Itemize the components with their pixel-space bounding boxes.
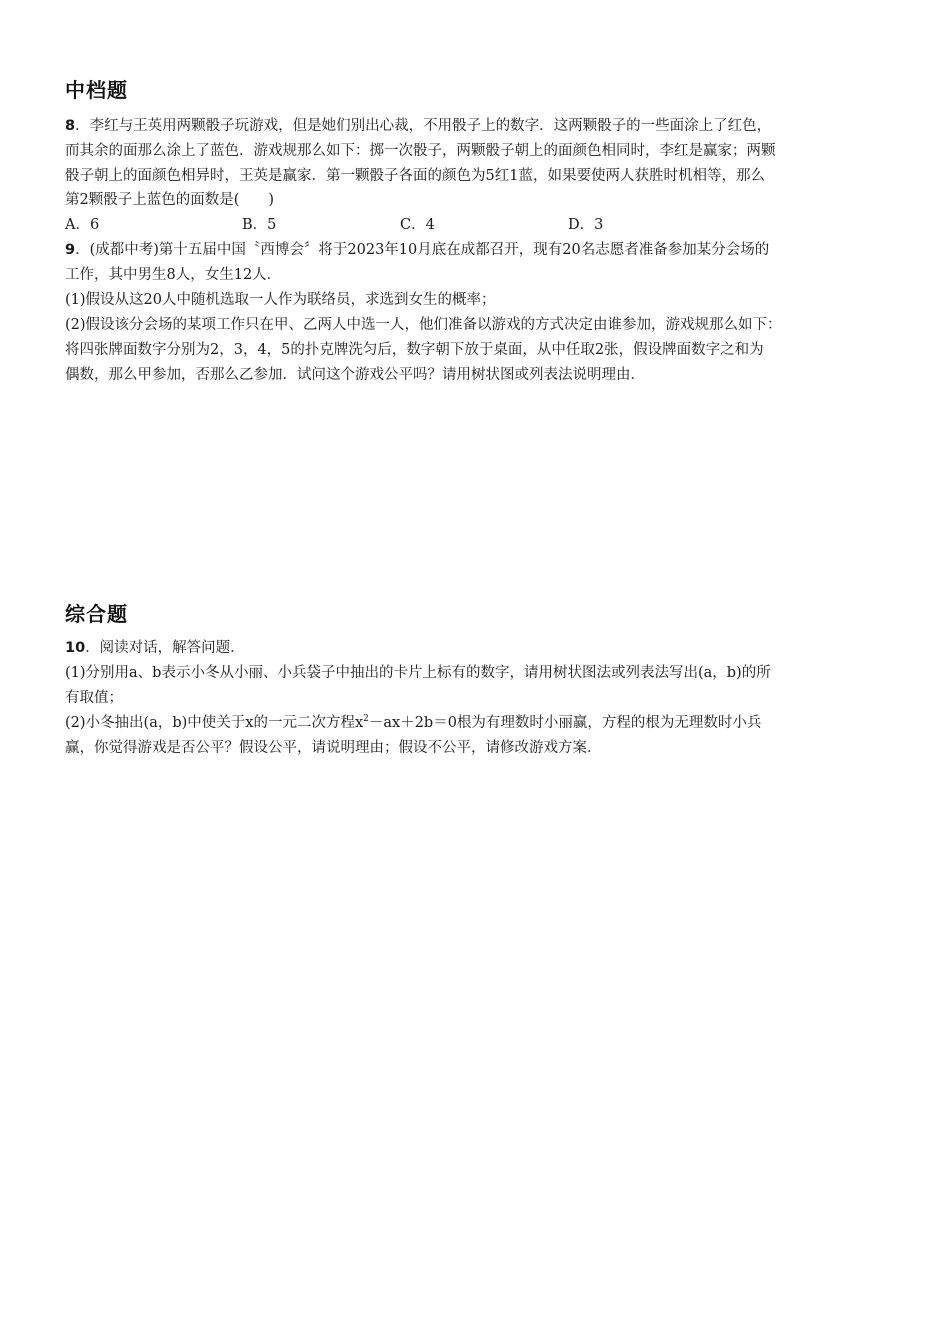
q10-part-1-line-1: (1)分别用a、b表示小冬从小丽、小兵袋子中抽出的卡片上标有的数字，请用树状图法或列表法写出(a，b)的所 (65, 665, 771, 681)
q8-line-4: 第2颗骰子上蓝色的面数是( ) (65, 192, 275, 208)
q9-part-1: (1)假设从这20人中随机选取一人作为联络员，求选到女生的概率； (65, 292, 496, 308)
q9-part-2-line-3: 偶数，那么甲参加，否那么乙参加．试问这个游戏公平吗？请用树状图或列表法说明理由． (65, 367, 645, 383)
q8-option-b: B．5 (242, 217, 277, 233)
q8-line-1: 8．李红与王英用两颗骰子玩游戏，但是她们别出心裁，不用骰子上的数字．这两颗骰子的一些面涂上了红色， (65, 118, 772, 134)
q8-option-a: A．6 (65, 217, 100, 233)
q8-option-c: C．4 (400, 217, 435, 233)
q9-line-2: 工作，其中男生8人，女生12人． (65, 267, 282, 283)
q10-part-1-line-2: 有取值； (65, 690, 123, 706)
q10-part-2-line-2: 赢，你觉得游戏是否公平？假设公平，请说明理由；假设不公平，请修改游戏方案． (65, 740, 602, 756)
section-title-medium: 中档题 (65, 78, 128, 102)
q9-line-1: 9．(成都中考)第十五届中国〝西博会〞将于2023年10月底在成都召开，现有20名志愿者准备参加某分会场的 (65, 242, 770, 258)
q8-number: 8 (65, 118, 76, 134)
q10-line-1: 10．阅读对话，解答问题． (65, 640, 245, 656)
q8-options (65, 213, 665, 238)
q9-number: 9 (65, 242, 76, 258)
q8-line-3: 骰子朝上的面颜色相异时，王英是赢家．第一颗骰子各面的颜色为5红1蓝，如果要使两人获胜时机相等，那么 (65, 168, 765, 184)
q8-option-d: D．3 (568, 217, 604, 233)
exponent: 2 (363, 714, 369, 725)
q8-line-2: 而其余的面那么涂上了蓝色．游戏规那么如下：掷一次骰子，两颗骰子朝上的面颜色相同时，李红是赢家；两颗 (65, 143, 776, 159)
q9-part-2-line-2: 将四张牌面数字分别为2，3，4，5的扑克牌洗匀后，数字朝下放于桌面，从中任取2张，假设牌面数字之和为 (65, 342, 764, 358)
q9-part-2-line-1: (2)假设该分会场的某项工作只在甲、乙两人中选一人，他们准备以游戏的方式决定由谁参加，游戏规那么如下： (65, 317, 782, 333)
q10-part-2-line-1: (2)小冬抽出(a，b)中使关于x的一元二次方程$x^2-ax+2b=0$根为有理数时小丽赢，方程的根为无理数时小兵 (65, 714, 762, 731)
section-title-comprehensive: 综合题 (65, 602, 128, 626)
q10-number: 10 (65, 640, 86, 656)
